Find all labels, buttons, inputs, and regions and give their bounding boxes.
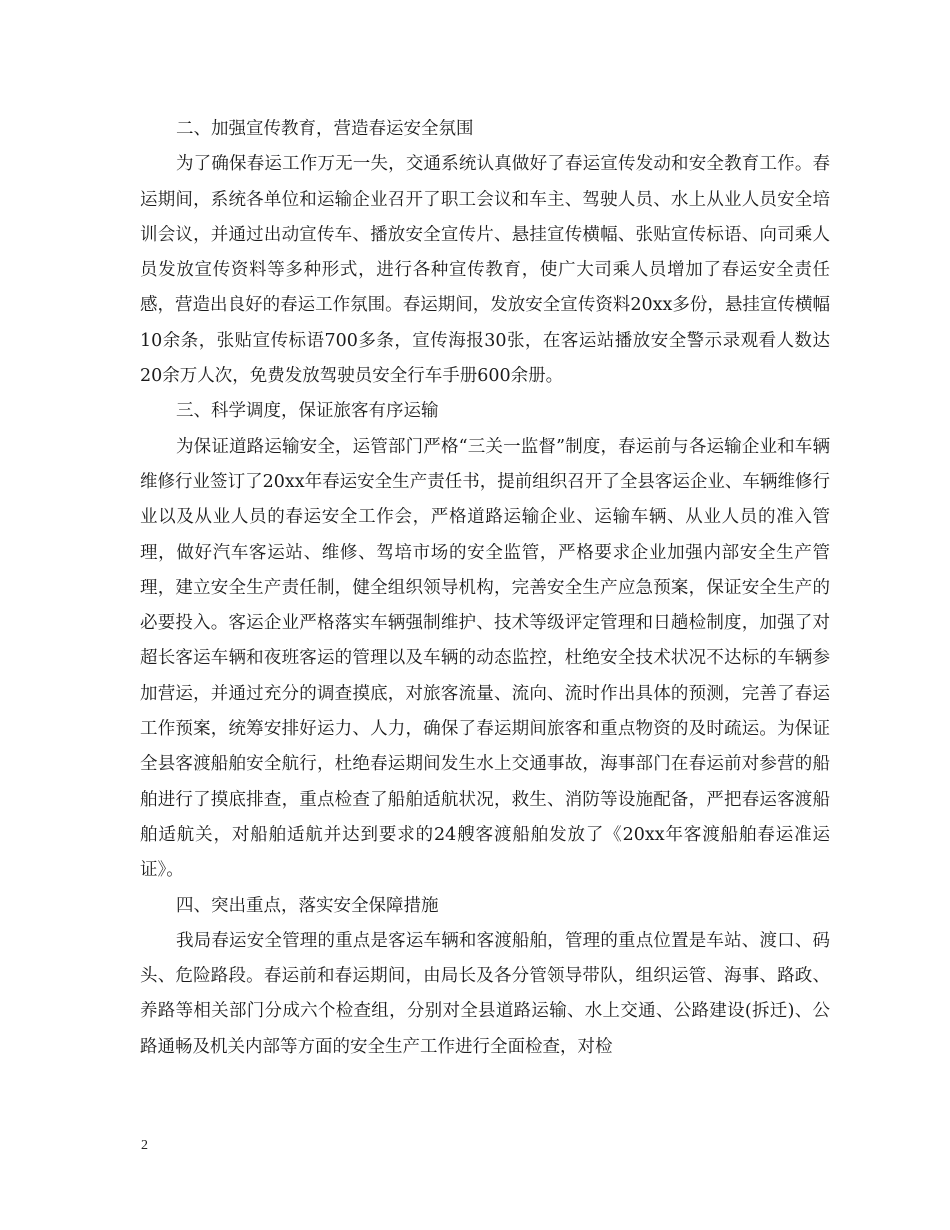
section-paragraph-2: 为了确保春运工作万无一失，交通系统认真做好了春运宣传发动和安全教育工作。春运期间，系统各单位和运输企业召开了职工会议和车主、驾驶人员、水上从业人员安全培训会议，并通过出动宣传车、播放安全宣传片、悬挂宣传横幅、张贴宣传标语、向司乘人员发放宣传资料等多种形式，进行各种宣传教育，使广大司乘人员增加了春运安全责任感，营造出良好的春运工作氛围。春运期间，发放安全宣传资料20xx多份，悬挂宣传横幅10余条，张贴宣传标语700多条，宣传海报30张，在客运站播放安全警示录观看人数达20余万人次，免费发放驾驶员安全行车手册600余册。 <box>140 154 830 387</box>
section-heading-4: 四、突出重点，落实安全保障措施 <box>176 895 439 916</box>
section-paragraph-4: 我局春运安全管理的重点是客运车辆和客渡船舶，管理的重点位置是车站、渡口、码头、危险路段。春运前和春运期间，由局长及各分管领导带队，组织运管、海事、路政、养路等相关部门分成六个检查组，分别对全县道路运输、水上交通、公路建设(拆迁)、公路通畅及机关内部等方面的安全生产工作进行全面检查，对检 <box>140 930 830 1057</box>
document-body <box>140 112 830 1065</box>
section-paragraph-3: 为保证道路运输安全，运管部门严格“三关一监督”制度，春运前与各运输企业和车辆维修行业签订了20xx年春运安全生产责任书，提前组织召开了全县客运企业、车辆维修行业以及从业人员的春运安全工作会，严格道路运输企业、运输车辆、从业人员的准入管理，做好汽车客运站、维修、驾培市场的安全监管，严格要求企业加强内部安全生产管理，建立安全生产责任制，健全组织领导机构，完善安全生产应急预案，保证安全生产的必要投入。客运企业严格落实车辆强制维护、技术等级评定管理和日趟检制度，加强了对超长客运车辆和夜班客运的管理以及车辆的动态监控，杜绝安全技术状况不达标的车辆参加营运，并通过充分的调查摸底，对旅客流量、流向、流时作出具体的预测，完善了春运工作预案，统筹安排好运力、人力，确保了春运期间旅客和重点物资的及时疏运。为保证全县客渡船舶安全航行，杜绝春运期间发生水上交通事故，海事部门在春运前对参营的船舶进行了摸底排查，重点检查了船舶适航状况，救生、消防等设施配备，严把春运客渡船舶适航关，对船舶适航并达到要求的24艘客渡船舶发放了《20xx年客渡船舶春运准运证》。 <box>140 436 830 881</box>
section-heading-2: 二、加强宣传教育，营造春运安全氛围 <box>176 119 474 139</box>
page-number: 2 <box>141 1138 148 1153</box>
section-heading-3: 三、科学调度，保证旅客有序运输 <box>176 401 439 422</box>
